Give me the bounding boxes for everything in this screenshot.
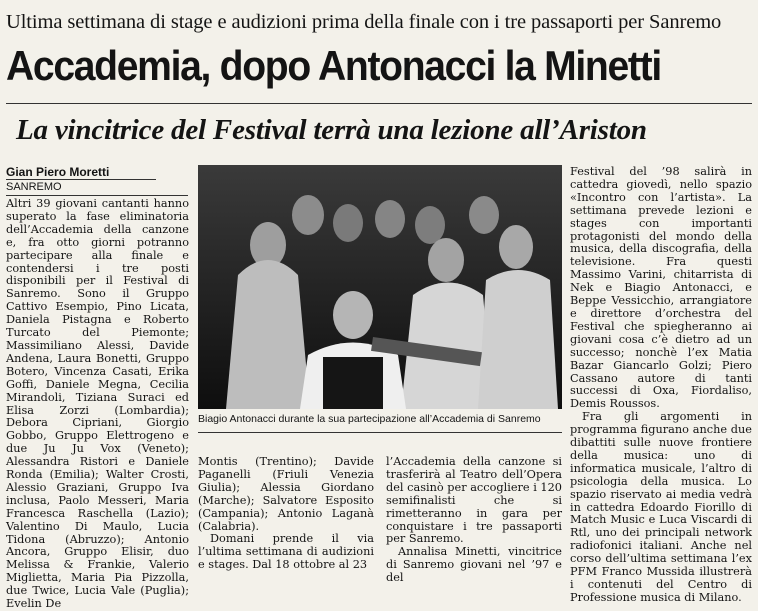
deck: La vincitrice del Festival terrà una lezione all’Ariston: [16, 114, 647, 146]
photo-caption: Biagio Antonacci durante la sua partecipazione all’Accademia di Sanremo: [198, 413, 541, 425]
dateline-rule: [6, 195, 188, 196]
column-4-paragraph: Fra gli argomenti in programma figurano anche due dibattiti sulle nuove frontiere della musica: uno di informatica musicale, l’altro di psicologia della musica. Lo spazio riservato ai media vedrà in cattedra Edoardo Fiorillo di Match Music e Luca Viscardi di Rtl, uno dei principali network radiofonici italiani. Anche nel corso dell’ultima settimana l’ex PFM Franco Mussida illustrerà i contenuti del Centro di Professione musica di Milano.: [570, 410, 752, 604]
column-3-paragraph: l’Accademia della canzone si trasferirà al Teatro dell’Opera del casinò per accogliere i 120 semifinalisti che si rimetteranno in gara per conquistare i tre passaporti per Sanremo.: [386, 455, 562, 546]
column-1-paragraph: Altri 39 giovani cantanti hanno superato la fase eliminatoria dell’Accademia della canzone e, fra otto giorni potranno partecipare alla finale e contendersi i tre posti disponibili per il Festival di Sanremo. Sono il Gruppo Cattivo Esempio, Pino Licata, Daniela Pistagna e Roberto Turcato del Piemonte; Massimiliano Alessi, Davide Andena, Laura Bonetti, Gruppo Botero, Vincenza Casati, Erika Goffi, Daniele Megna, Cecilia Mirandoli, Tiziana Suraci ed Elisa Zorzi (Lombardia); Debora Cipriani, Giorgio Gobbo, Gruppo Elettrogeno e due Ju Ju Vox (Veneto); Alessandra Ristori e Daniele Ronda (Emilia); Walter Crosti, Alessio Graziani, Gruppo Iva inclusa, Paolo Messeri, Maria Francesca Raschella (Lazio); Valentino Di Maulo, Lucia Tidona (Abruzzo); Antonio Ancora, Gruppo Elisir, duo Melissa & Frankie, Valerio Miglietta, Maria Pia Pizzolla, due Twice, Lucia Vale (Puglia); Evelin De: [6, 197, 189, 611]
headline-rule: [6, 103, 752, 104]
kicker: Ultima settimana di stage e audizioni prima della finale con i tre passaporti per Sanremo: [6, 11, 722, 33]
column-3-paragraph: Annalisa Minetti, vincitrice di Sanremo giovani nel ’97 e del: [386, 545, 562, 585]
photo-image: [198, 165, 562, 409]
column-2-paragraph: Domani prende il via l’ultima settimana di audizioni e stages. Dal 18 ottobre al 23: [198, 532, 374, 572]
column-4-paragraph: Festival del ’98 salirà in cattedra giovedì, nello spazio «Incontro con l’artista». La settimana prevede lezioni e stages con importanti protagonisti del mondo della musica, della discografia, della televisione. Fra questi Massimo Varini, chitarrista di Nek e Biagio Antonacci, e Beppe Vessicchio, arrangiatore e direttore d’orchestra del Festival che spiegheranno ai giovani cosa c’è dietro ad un successo; nonchè l’ex Matia Bazar Giancarlo Golzi; Piero Cassano autore di tanti successi di Oxa, Fiordaliso, Demis Roussos.: [570, 165, 752, 411]
column-2: [198, 456, 374, 572]
caption-rule: [198, 432, 562, 433]
dateline: SANREMO: [6, 181, 62, 193]
column-1: [6, 198, 189, 611]
headline: Accademia, dopo Antonacci la Minetti: [6, 42, 661, 89]
column-4: [570, 166, 752, 605]
byline-rule: [6, 179, 156, 180]
column-2-paragraph: Montis (Trentino); Davide Paganelli (Friuli Venezia Giulia); Alessia Giordano (Marche); Salvatore Esposito (Campania); Antonio Laganà (Calabria).: [198, 455, 374, 533]
byline: Gian Piero Moretti: [6, 165, 110, 179]
photo: [198, 165, 562, 409]
